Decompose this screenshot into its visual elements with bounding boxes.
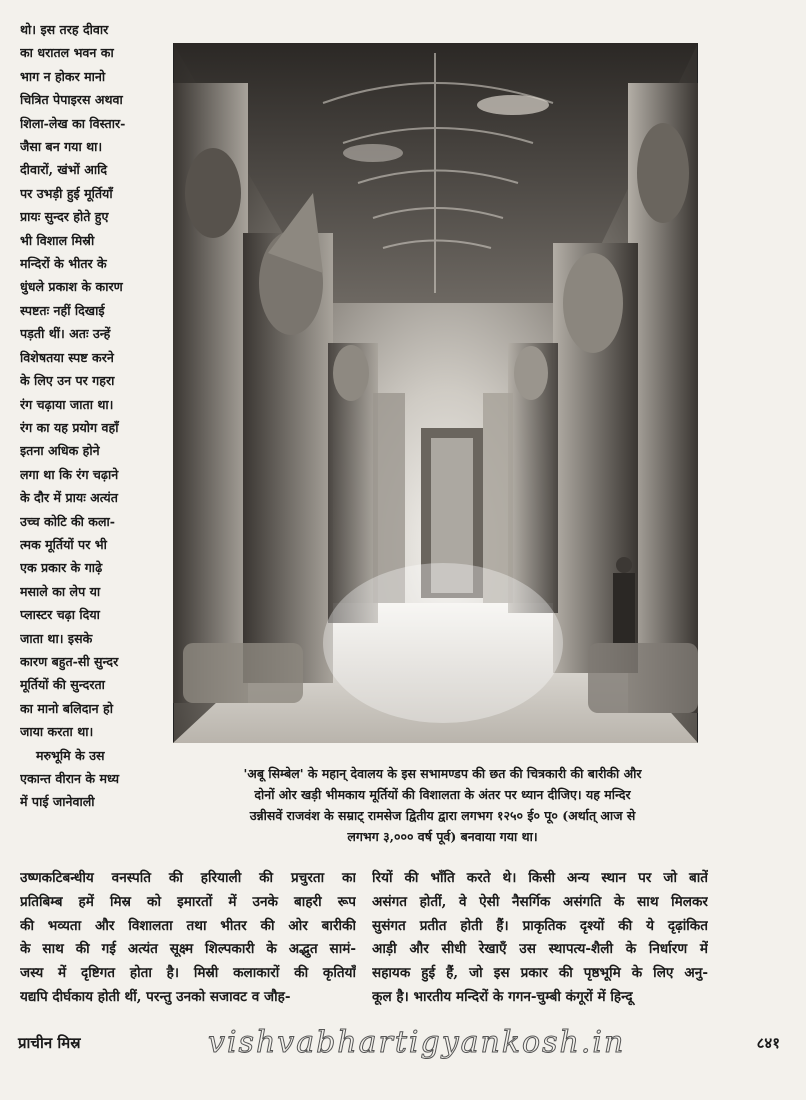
text-line: शिला-लेख का विस्तार-	[20, 115, 126, 131]
text-line: धुंधले प्रकाश के कारण	[20, 279, 123, 295]
text-line: विशेषतया स्पष्ट करने	[20, 349, 114, 365]
text-line: एकान्त वीरान के मध्य	[20, 771, 120, 786]
text-line: 'अबू सिम्बेल' के महान् देवालय के इस सभामण्डप की छत की चित्रकारी की बारीकी और	[243, 766, 642, 781]
text-line: पड़ती थीं। अतः उन्हें	[20, 326, 111, 342]
text-line: आड़ी और सीधी रेखाएँ उस स्थापत्य-शैली के निर्धारण में	[372, 941, 708, 958]
text-line: में पाई जानेवाली	[20, 794, 95, 810]
text-line: प्रतिबिम्ब हमें मिस्र को इमारतों में उनके बाहरी रूप	[20, 893, 356, 910]
text-line: उच्च कोटि की कला-	[20, 513, 115, 529]
text-line: भी विशाल मिस्री	[20, 232, 95, 248]
text-line: के साथ की गई अत्यंत सूक्ष्म शिल्पकारी के अद्भुत सामं-	[20, 941, 356, 958]
temple-photo-illustration	[173, 43, 698, 743]
text-line: लगा था कि रंग चढ़ाने	[20, 466, 119, 482]
text-line: उन्नीसवें राजवंश के सम्राट् रामसेज द्वितीय द्वारा लगभग १२५० ई० पू० (अर्थात् आज से	[249, 808, 636, 823]
text-line: रियों की भाँति करते थे। किसी अन्य स्थान पर जो बातें	[372, 870, 708, 886]
text-line: चित्रित पेपाइरस अथवा	[20, 92, 123, 108]
text-line: इतना अधिक होने	[20, 443, 100, 459]
text-line: के दौर में प्रायः अत्यंत	[20, 490, 118, 506]
text-line: के लिए उन पर गहरा	[20, 373, 115, 389]
page-footer	[18, 1025, 786, 1061]
text-line: मरुभूमि के उस	[36, 747, 105, 763]
text-line: मसाले का लेप या	[20, 583, 101, 599]
text-line: जैसा बन गया था।	[20, 139, 103, 155]
book-title: प्राचीन मिस्र	[18, 1034, 81, 1052]
text-line: थो। इस तरह दीवार	[20, 22, 109, 37]
text-line: रंग का यह प्रयोग वहाँ	[20, 419, 119, 435]
text-line: कूल है। भारतीय मन्दिरों के गगन-चुम्बी कंगूरों में हिन्दू	[372, 988, 633, 1005]
temple-hall-photo	[173, 43, 698, 743]
text-line: उष्णकटिबन्धीय वनस्पति की हरियाली की प्रचुरता का	[20, 870, 356, 886]
text-line: सहायक हुई हैं, जो इस प्रकार की पृष्ठभूमि के लिए अनु-	[372, 965, 708, 982]
text-line: का मानो बलिदान हो	[20, 700, 114, 716]
text-line: जाया करता था।	[20, 724, 94, 740]
side-column-text	[20, 18, 148, 814]
text-line: कारण बहुत-सी सुन्दर	[20, 653, 119, 669]
text-line: सुसंगत प्रतीत होती हैं। प्राकृतिक दृश्यों की ये दृढ़ांकित	[372, 917, 708, 934]
text-line: जाता था। इसके	[20, 630, 93, 646]
text-line: त्मक मूर्तियों पर भी	[20, 536, 107, 552]
text-line: असंगत होतीं, वे ऐसी नैसर्गिक असंगति के साथ मिलकर	[372, 893, 708, 910]
text-line: का धरातल भवन का	[20, 45, 114, 61]
text-line: रंग चढ़ाया जाता था।	[20, 396, 114, 412]
text-line: भाग न होकर मानो	[20, 68, 106, 84]
photo-caption	[165, 763, 720, 847]
text-line: यद्यपि दीर्घकाय होती थीं, परन्तु उनको सजावट व जौह-	[20, 988, 291, 1005]
text-line: मूर्तियों की सुन्दरता	[20, 677, 105, 693]
text-line: दीवारों, खंभों आदि	[20, 162, 108, 178]
text-line: प्लास्टर चढ़ा दिया	[20, 607, 100, 623]
text-line: मन्दिरों के भीतर के	[20, 256, 107, 272]
text-line: एक प्रकार के गाढ़े	[20, 560, 103, 576]
text-line: स्पष्टतः नहीं दिखाई	[20, 302, 105, 318]
site-watermark: vishvabhartigyankosh.in	[208, 1025, 626, 1060]
text-line: पर उभड़ी हुई मूर्तियाँ	[20, 185, 113, 201]
text-line: की भव्यता और विशालता तथा भीतर की ओर बारीकी	[20, 917, 356, 934]
text-line: दोनों ओर खड़ी भीमकाय मूर्तियों की विशालता के अंतर पर ध्यान दीजिए। यह मन्दिर	[254, 787, 631, 802]
page-number: ८४१	[756, 1034, 780, 1052]
bottom-right-column-text	[372, 867, 708, 1010]
bottom-left-column-text	[20, 867, 356, 1010]
text-line: जस्य में दृष्टिगत होता है। मिस्री कलाकारों की कृतियाँ	[20, 965, 356, 982]
text-line: लगभग ३,००० वर्ष पूर्व) बनवाया गया था।	[347, 829, 538, 844]
text-line: प्रायः सुन्दर होते हुए	[20, 209, 109, 225]
